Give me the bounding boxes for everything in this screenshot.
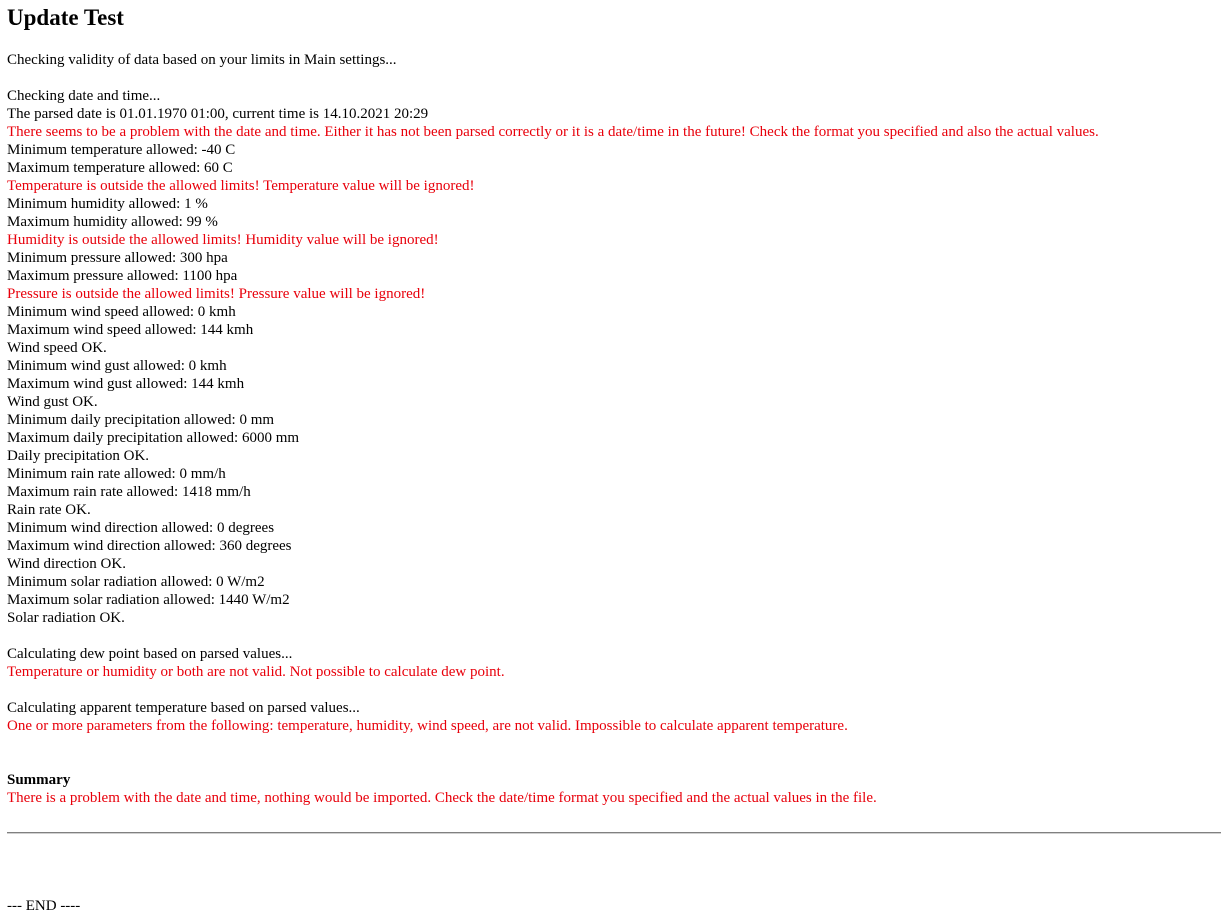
check-line: Minimum daily precipitation allowed: 0 mm [7,412,275,428]
update-test-page [7,0,1221,914]
check-list [7,87,1221,627]
check-line: Maximum rain rate allowed: 1418 mm/h [7,484,251,500]
check-error-line: Humidity is outside the allowed limits! Humidity value will be ignored! [7,232,439,248]
check-line: Minimum humidity allowed: 1 % [7,196,208,212]
check-log [7,87,1221,807]
check-line: Maximum humidity allowed: 99 % [7,214,218,230]
check-line: Minimum wind gust allowed: 0 kmh [7,358,227,374]
check-line: Maximum temperature allowed: 60 C [7,160,233,176]
spacer [7,735,1221,753]
page-title: Update Test [7,5,124,30]
check-line: Minimum solar radiation allowed: 0 W/m2 [7,574,265,590]
check-line: Solar radiation OK. [7,610,125,626]
check-line: Checking date and time... [7,88,161,104]
check-line: Maximum solar radiation allowed: 1440 W/m2 [7,592,290,608]
check-line: Wind gust OK. [7,394,98,410]
dew-point-heading: Calculating dew point based on parsed values... [7,646,293,662]
check-line: Minimum temperature allowed: -40 C [7,142,236,158]
check-error-line: Pressure is outside the allowed limits! Pressure value will be ignored! [7,286,426,302]
spacer [7,753,1221,771]
check-line: Minimum pressure allowed: 300 hpa [7,250,228,266]
check-line: Rain rate OK. [7,502,91,518]
check-line: Maximum wind direction allowed: 360 degrees [7,538,292,554]
check-line: Minimum rain rate allowed: 0 mm/h [7,466,226,482]
check-error-line: There seems to be a problem with the date and time. Either it has not been parsed correctly or it is a date/time in the future! Check the format you specified and also the actual values. [7,124,1099,140]
check-line: Maximum pressure allowed: 1100 hpa [7,268,238,284]
check-line: Wind direction OK. [7,556,126,572]
apparent-temp-error: One or more parameters from the following: temperature, humidity, wind speed, are not valid. Impossible to calculate apparent temperature. [7,718,848,734]
summary-error: There is a problem with the date and time, nothing would be imported. Check the date/time format you specified and the actual values in the file. [7,790,877,806]
dew-point-error: Temperature or humidity or both are not valid. Not possible to calculate dew point. [7,664,505,680]
spacer [7,681,1221,699]
apparent-temp-heading: Calculating apparent temperature based on parsed values... [7,700,360,716]
intro-text: Checking validity of data based on your limits in Main settings... [7,52,397,68]
check-line: Maximum wind speed allowed: 144 kmh [7,322,254,338]
divider [7,832,1221,834]
end-marker: --- END ---- [7,898,81,914]
summary-heading: Summary [7,772,71,788]
check-line: The parsed date is 01.01.1970 01:00, current time is 14.10.2021 20:29 [7,106,429,122]
check-line: Minimum wind direction allowed: 0 degrees [7,520,275,536]
check-line: Wind speed OK. [7,340,107,356]
check-line: Daily precipitation OK. [7,448,150,464]
spacer [7,627,1221,645]
check-line: Maximum wind gust allowed: 144 kmh [7,376,245,392]
check-line: Minimum wind speed allowed: 0 kmh [7,304,236,320]
check-line: Maximum daily precipitation allowed: 6000 mm [7,430,300,446]
check-error-line: Temperature is outside the allowed limits! Temperature value will be ignored! [7,178,475,194]
